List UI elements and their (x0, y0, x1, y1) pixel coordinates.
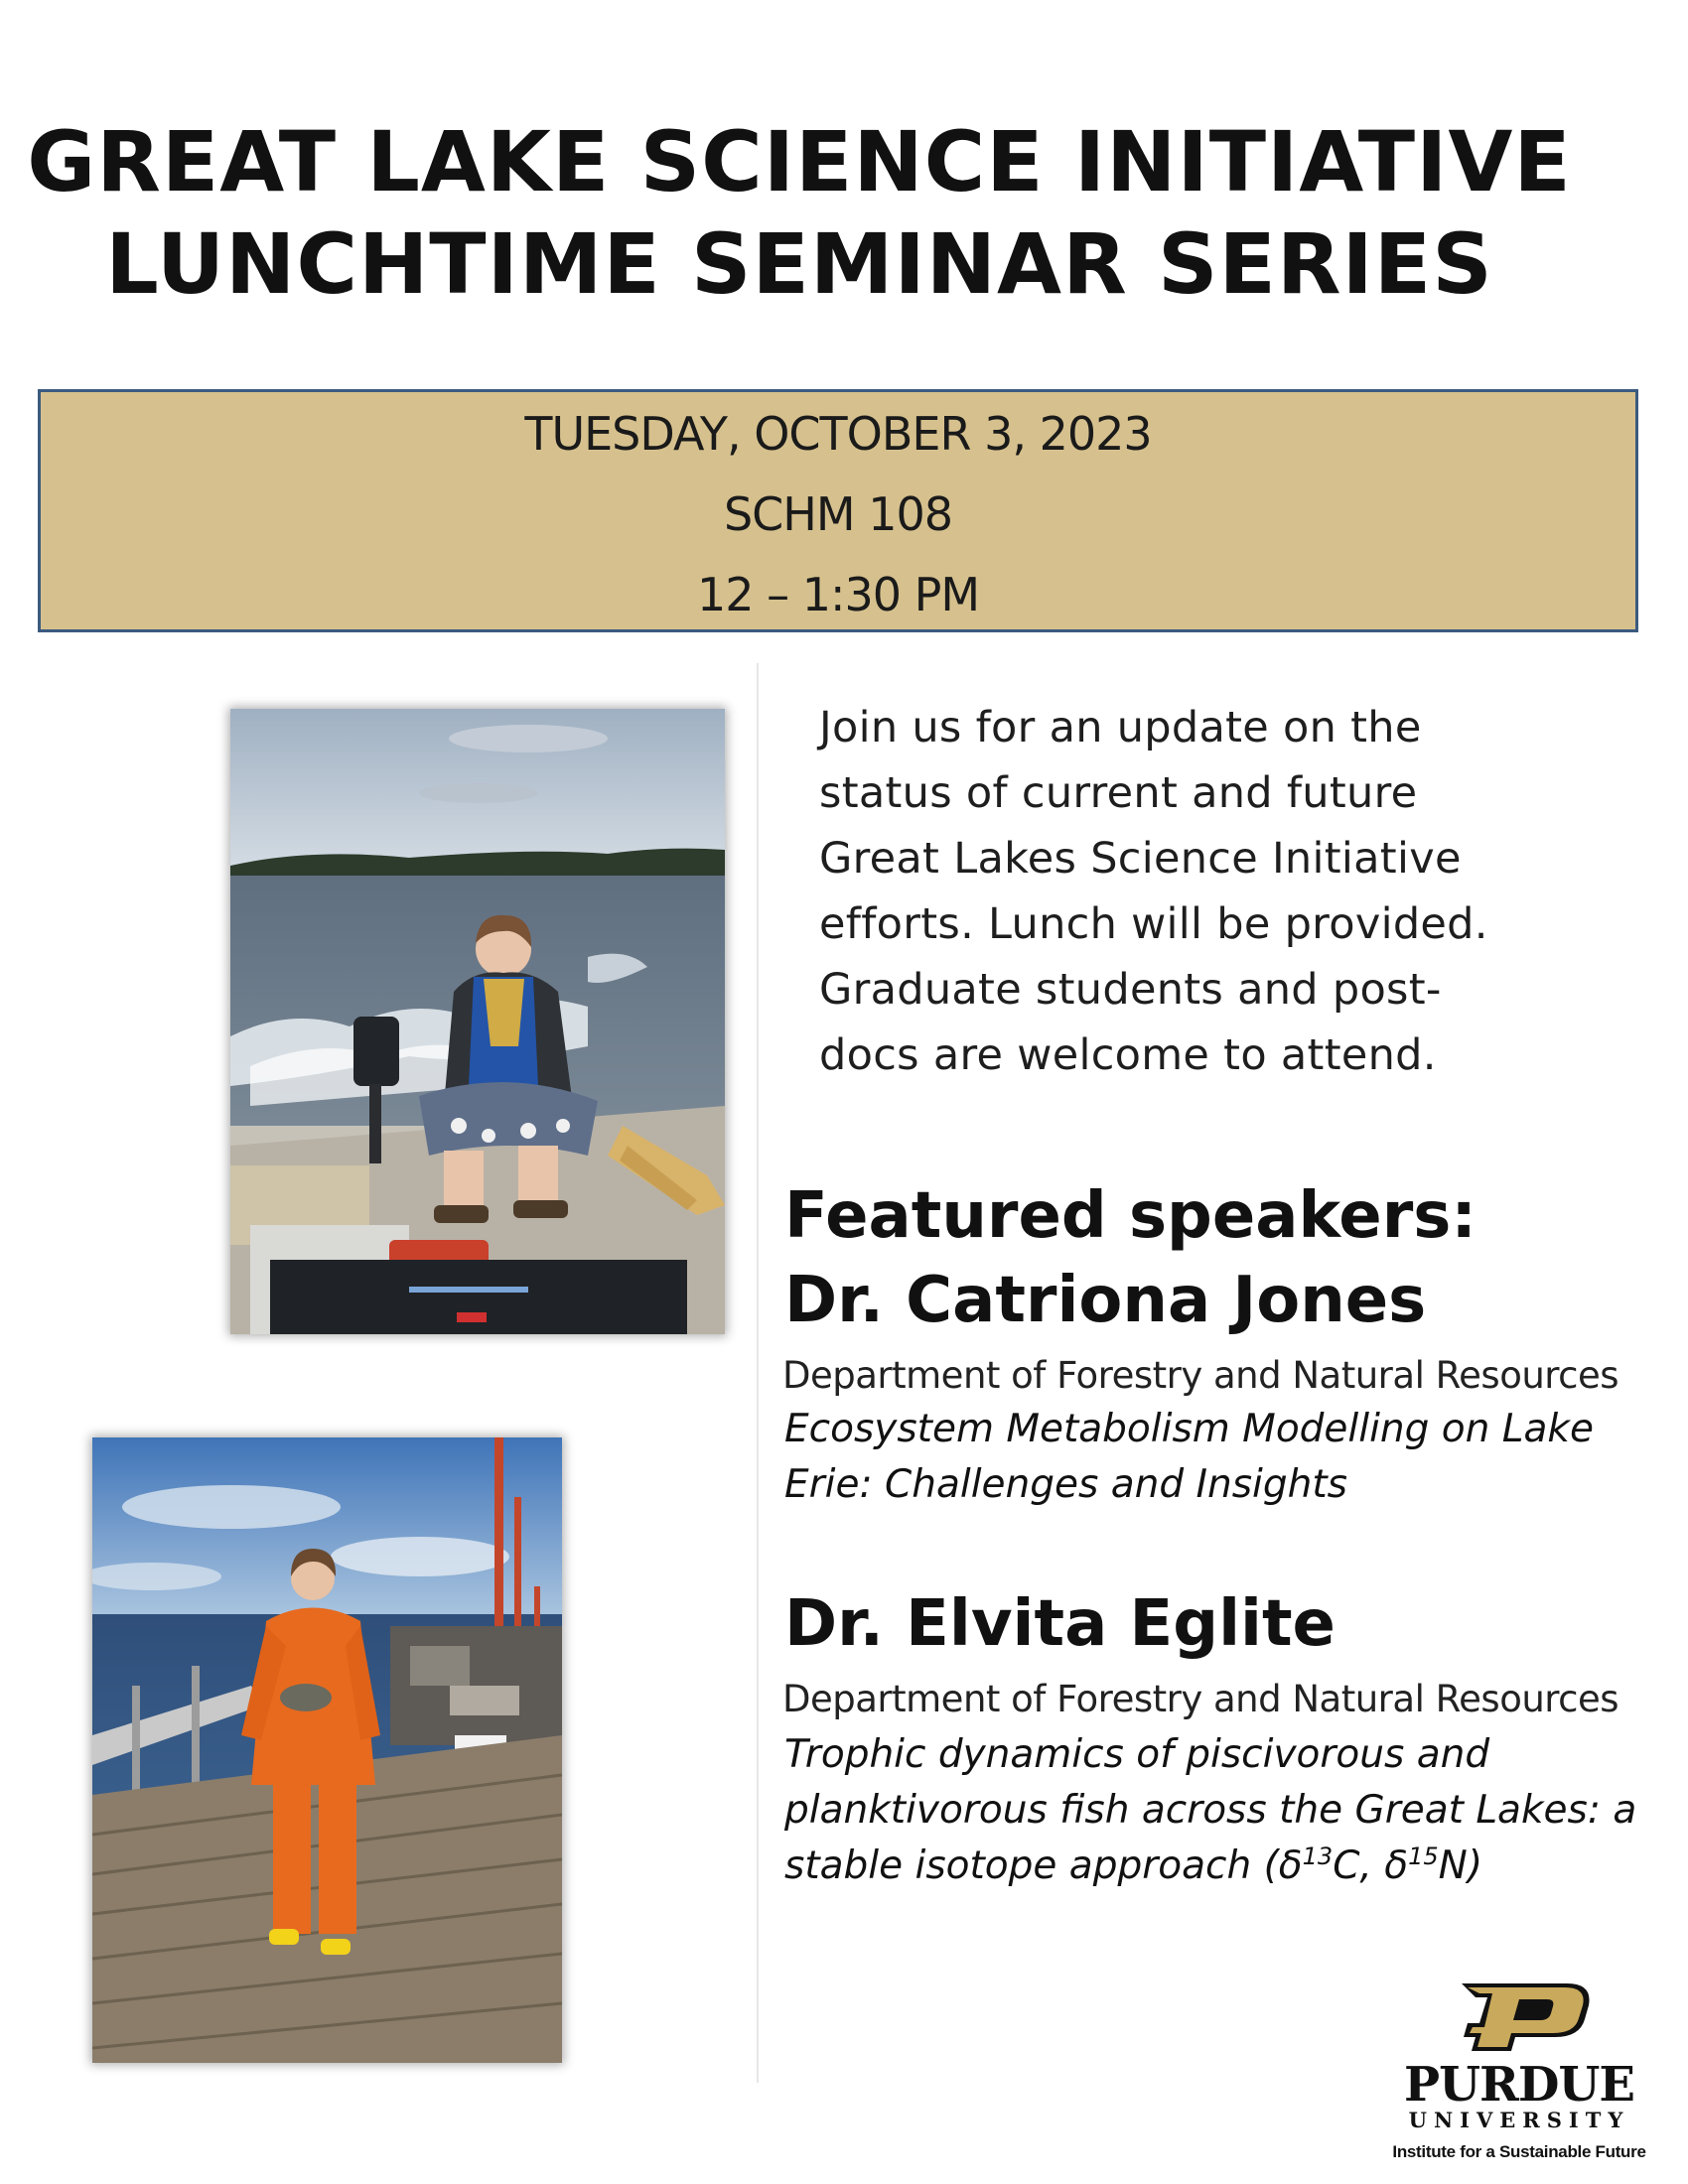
intro-line: docs are welcome to attend. (819, 1030, 1437, 1080)
intro-line: status of current and future (819, 768, 1418, 818)
featured-speakers-heading: Featured speakers: (784, 1179, 1477, 1253)
talk-title-2-line-1: Trophic dynamics of piscivorous and (784, 1732, 1490, 1777)
purdue-wordmark: PURDUE (1404, 2057, 1634, 2113)
intro-paragraph (819, 695, 1633, 1088)
speaker-department-1: Department of Forestry and Natural Resources (782, 1354, 1619, 1397)
talk-title-2-middle: C, δ (1333, 1843, 1409, 1888)
title-line-2: LUNCHTIME SEMINAR SERIES (105, 215, 1493, 313)
intro-line: efforts. Lunch will be provided. (819, 899, 1488, 949)
talk-title-1-line-1: Ecosystem Metabolism Modelling on Lake (784, 1407, 1594, 1451)
event-info-box (38, 389, 1638, 632)
institute-label: Institute for a Sustainable Future (1392, 2142, 1646, 2161)
talk-title-2-prefix: stable isotope approach (δ (784, 1843, 1303, 1888)
event-date: TUESDAY, OCTOBER 3, 2023 (524, 407, 1152, 461)
speaker-photo-boat (230, 709, 725, 1334)
event-room: SCHM 108 (723, 487, 953, 541)
speaker-name-1: Dr. Catriona Jones (784, 1264, 1427, 1337)
intro-line: Join us for an update on the (819, 703, 1422, 752)
talk-title-2-line-2: planktivorous fish across the Great Lakes: a (784, 1788, 1637, 1833)
carbon-isotope-superscript: 13 (1302, 1843, 1334, 1870)
purdue-p-icon (1380, 1976, 1658, 2055)
event-time: 12 – 1:30 PM (696, 568, 980, 621)
page-title (0, 111, 1599, 316)
intro-line: Great Lakes Science Initiative (819, 834, 1462, 884)
title-line-1: GREAT LAKE SCIENCE INITIATIVE (27, 113, 1572, 210)
nitrogen-isotope-superscript: 15 (1408, 1843, 1439, 1870)
speaker-department-2: Department of Forestry and Natural Resources (782, 1678, 1619, 1720)
purdue-logo (1380, 1976, 1658, 2174)
university-label: UNIVERSITY (1408, 2108, 1630, 2132)
talk-title-1-line-2: Erie: Challenges and Insights (784, 1462, 1347, 1507)
talk-title-2-line-3 (784, 1839, 1482, 1894)
speaker-photo-ship (92, 1437, 562, 2063)
column-divider (757, 663, 759, 2083)
talk-title-2-suffix: N) (1438, 1843, 1483, 1888)
speaker-name-2: Dr. Elvita Eglite (784, 1587, 1336, 1661)
intro-line: Graduate students and post- (819, 965, 1442, 1015)
